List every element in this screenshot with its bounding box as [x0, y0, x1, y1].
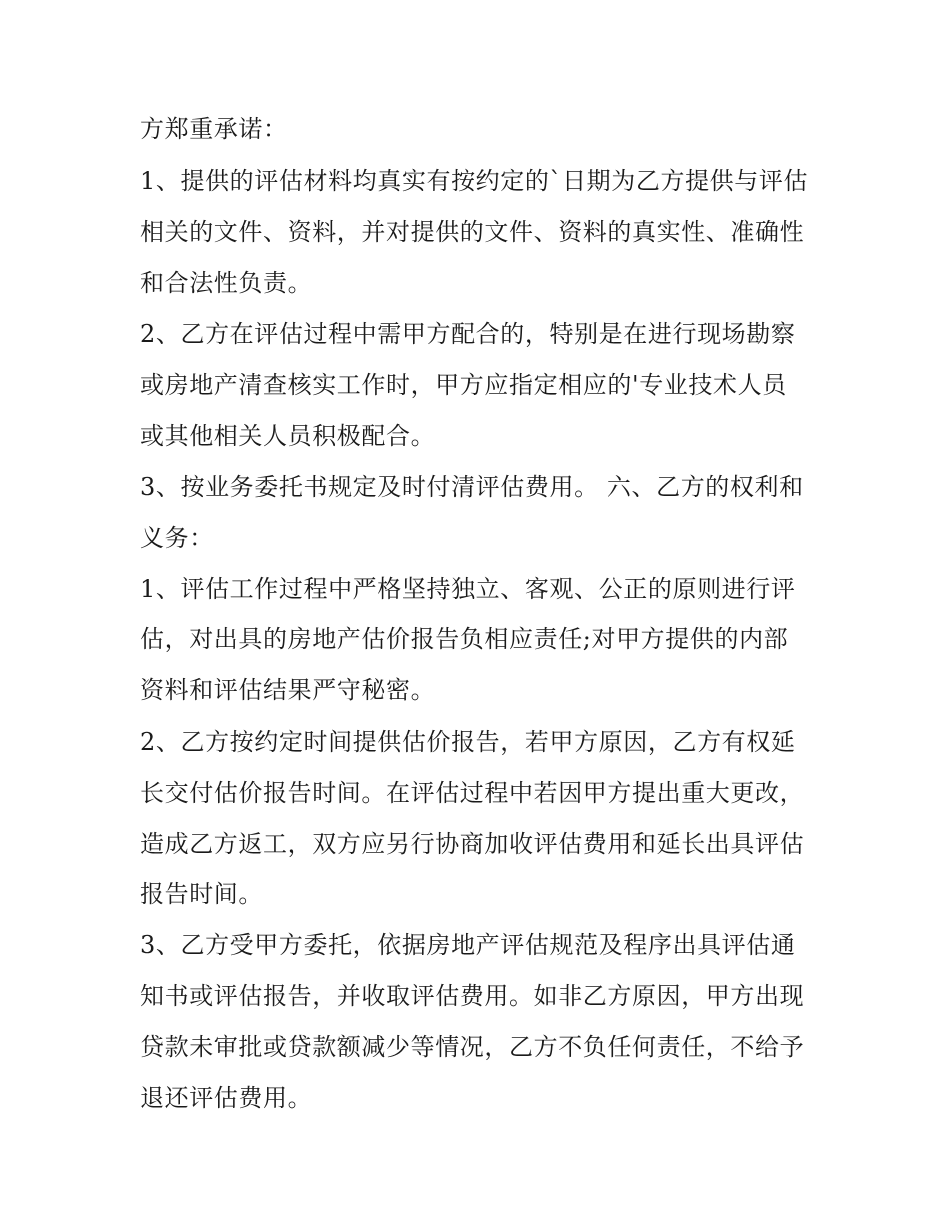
text-line: 或房地产清查核实工作时，甲方应指定相应的'专业技术人员 [140, 371, 787, 399]
text-line: 估，对出具的房地产估价报告负相应责任;对甲方提供的内部 [140, 625, 789, 653]
text-line: 造成乙方返工，双方应另行协商加收评估费用和延长出具评估 [140, 830, 805, 858]
text-line: 1、提供的评估材料均真实有按约定的`日期为乙方提供与评估 [140, 167, 809, 195]
text-line: 3、按业务委托书规定及时付清评估费用。 六、乙方的权利和 [140, 473, 804, 501]
text-line: 报告时间。 [140, 880, 263, 908]
text-line: 3、乙方受甲方委托，依据房地产评估规范及程序出具评估通 [140, 931, 796, 959]
text-line: 相关的文件、资料，并对提供的文件、资料的真实性、准确性 [140, 218, 805, 246]
text-line: 1、评估工作过程中严格坚持独立、客观、公正的原则进行评 [140, 575, 796, 603]
text-line: 长交付估价报告时间。在评估过程中若因甲方提出重大更改， [140, 779, 805, 807]
text-line: 退还评估费用。 [140, 1084, 313, 1112]
text-line: 或其他相关人员积极配合。 [140, 422, 436, 450]
text-line: 2、乙方按约定时间提供估价报告，若甲方原因，乙方有权延 [140, 728, 796, 756]
text-line: 贷款未审批或贷款额减少等情况，乙方不负任何责任，不给予 [140, 1033, 805, 1061]
text-line: 2、乙方在评估过程中需甲方配合的，特别是在进行现场勘察 [140, 320, 796, 348]
text-line: 知书或评估报告，并收取评估费用。如非乙方原因，甲方出现 [140, 982, 805, 1010]
text-line: 和合法性负责。 [140, 269, 313, 297]
text-line: 资料和评估结果严守秘密。 [140, 676, 436, 704]
text-line: 方郑重承诺： [140, 115, 288, 143]
text-line: 义务： [140, 524, 214, 552]
